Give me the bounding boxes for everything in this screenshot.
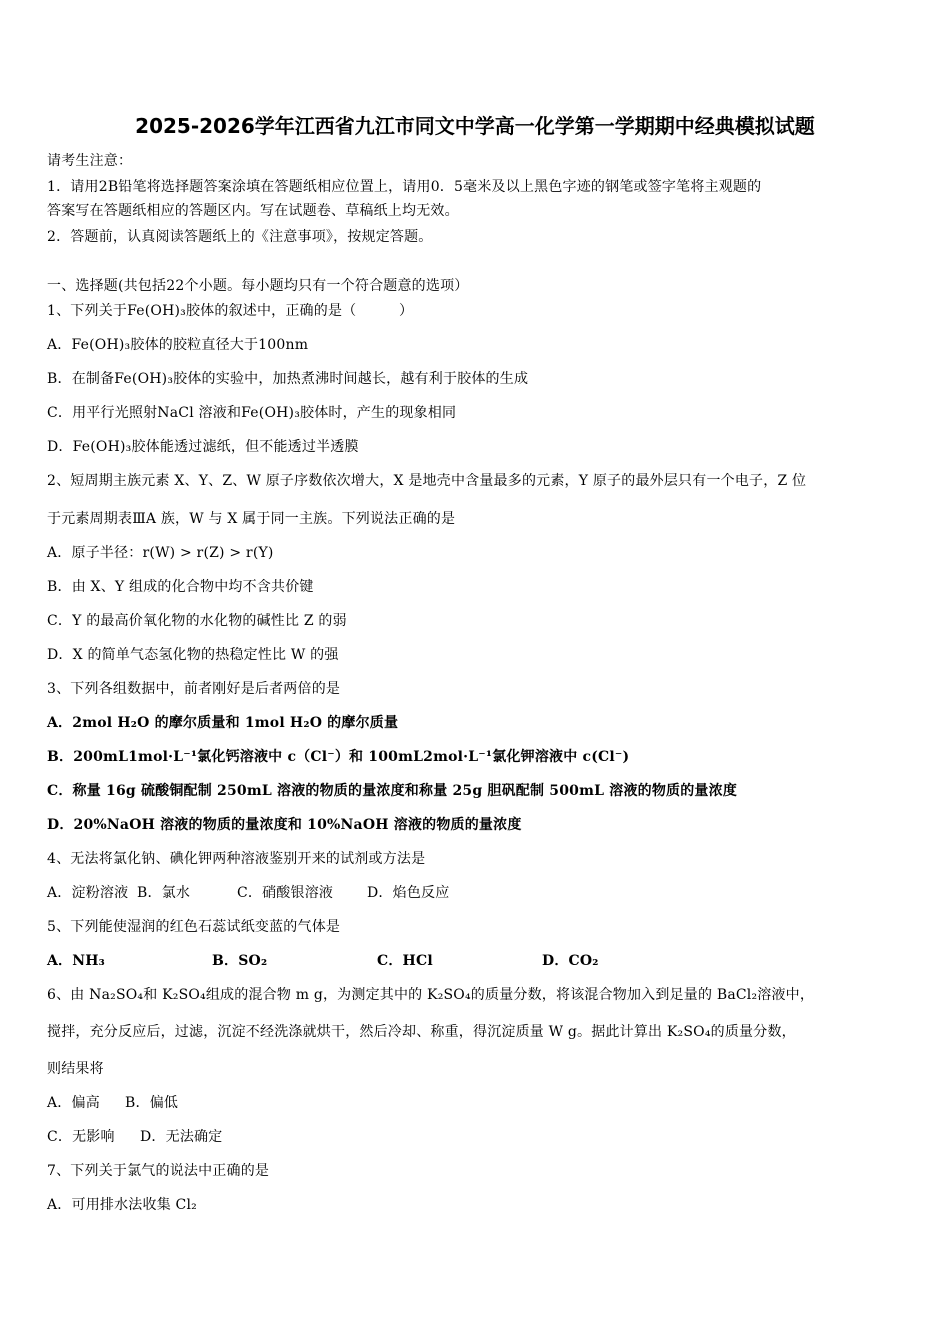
q6-option-a: A．偏高	[47, 1095, 100, 1111]
q1-option-d: D．Fe(OH)₃胶体能透过滤纸，但不能透过半透膜	[47, 439, 359, 455]
q2-option-a: A．原子半径：r(W) > r(Z) > r(Y)	[47, 545, 274, 561]
q1-option-c: C．用平行光照射NaCl 溶液和Fe(OH)₃胶体时，产生的现象相同	[47, 405, 457, 421]
q5-options	[47, 951, 599, 971]
q4-options	[47, 883, 449, 903]
q4-option-a: A．淀粉溶液	[47, 885, 129, 901]
q4-option-d: D．焰色反应	[367, 885, 450, 901]
section-heading: 一、选择题(共包括22个小题。每小题均只有一个符合题意的选项）	[47, 278, 469, 294]
q4-option-c: C．硝酸银溶液	[237, 885, 334, 901]
q5-option-c: C．HCl	[377, 953, 433, 969]
q6-options-row-2	[47, 1127, 222, 1147]
q3-stem: 3、下列各组数据中，前者刚好是后者两倍的是	[47, 681, 341, 697]
q6-stem-line-3: 则结果将	[47, 1061, 104, 1077]
notice-item-1-line-2: 答案写在答题纸相应的答题区内。写在试题卷、草稿纸上均无效。	[47, 203, 459, 219]
notice-item-1-line-1: 1．请用2B铅笔将选择题答案涂填在答题纸相应位置上，请用0．5毫米及以上黑色字迹的钢笔或签字笔将主观题的	[47, 179, 762, 195]
q5-stem: 5、下列能使湿润的红色石蕊试纸变蓝的气体是	[47, 919, 341, 935]
q5-option-a: A．NH₃	[47, 953, 106, 969]
q6-option-c: C．无影响	[47, 1129, 115, 1145]
q5-option-b: B．SO₂	[212, 953, 268, 969]
notice-item-2: 2．答题前，认真阅读答题纸上的《注意事项》，按规定答题。	[47, 229, 433, 245]
q2-stem-line-1: 2、短周期主族元素 X、Y、Z、W 原子序数依次增大，X 是地壳中含量最多的元素，Y 原子的最外层只有一个电子，Z 位	[47, 473, 807, 489]
q2-option-c: C．Y 的最高价氧化物的水化物的碱性比 Z 的弱	[47, 613, 347, 629]
q6-options-row-1	[47, 1093, 178, 1113]
notice-heading: 请考生注意：	[47, 153, 133, 169]
q2-option-d: D．X 的简单气态氢化物的热稳定性比 W 的强	[47, 647, 339, 663]
q2-stem-line-2: 于元素周期表ⅢA 族，W 与 X 属于同一主族。下列说法正确的是	[47, 511, 456, 527]
q7-option-a: A．可用排水法收集 Cl₂	[47, 1197, 197, 1213]
q7-stem: 7、下列关于氯气的说法中正确的是	[47, 1163, 270, 1179]
q4-option-b: B．氯水	[137, 885, 191, 901]
q1-option-a: A．Fe(OH)₃胶体的胶粒直径大于100nm	[47, 337, 309, 353]
page-title: 2025-2026学年江西省九江市同文中学高一化学第一学期期中经典模拟试题	[135, 114, 815, 138]
q4-stem: 4、无法将氯化钠、碘化钾两种溶液鉴别开来的试剂或方法是	[47, 851, 426, 867]
q1-stem: 1、下列关于Fe(OH)₃胶体的叙述中，正确的是（ ）	[47, 303, 414, 319]
q6-stem-line-2: 搅拌，充分反应后，过滤，沉淀不经洗涤就烘干，然后冷却、称重，得沉淀质量 W g。据此计算出 K₂SO₄的质量分数，	[47, 1024, 796, 1040]
q1-option-b: B．在制备Fe(OH)₃胶体的实验中，加热煮沸时间越长，越有利于胶体的生成	[47, 371, 529, 387]
q5-option-d: D．CO₂	[542, 953, 599, 969]
q2-option-b: B．由 X、Y 组成的化合物中均不含共价键	[47, 579, 314, 595]
q6-stem-line-1: 6、由 Na₂SO₄和 K₂SO₄组成的混合物 m g，为测定其中的 K₂SO₄的质量分数，将该混合物加入到足量的 BaCl₂溶液中，	[47, 987, 815, 1003]
q3-option-a: A．2mol H₂O 的摩尔质量和 1mol H₂O 的摩尔质量	[47, 715, 399, 731]
q3-option-c: C．称量 16g 硫酸铜配制 250mL 溶液的物质的量浓度和称量 25g 胆矾配制 500mL 溶液的物质的量浓度	[47, 783, 738, 799]
q3-option-b: B．200mL1mol·L⁻¹氯化钙溶液中 c（Cl⁻）和 100mL2mol·L⁻¹氯化钾溶液中 c(Cl⁻)	[47, 749, 630, 765]
q6-option-d: D．无法确定	[140, 1129, 223, 1145]
q3-option-d: D．20%NaOH 溶液的物质的量浓度和 10%NaOH 溶液的物质的量浓度	[47, 817, 522, 833]
q6-option-b: B．偏低	[125, 1095, 179, 1111]
